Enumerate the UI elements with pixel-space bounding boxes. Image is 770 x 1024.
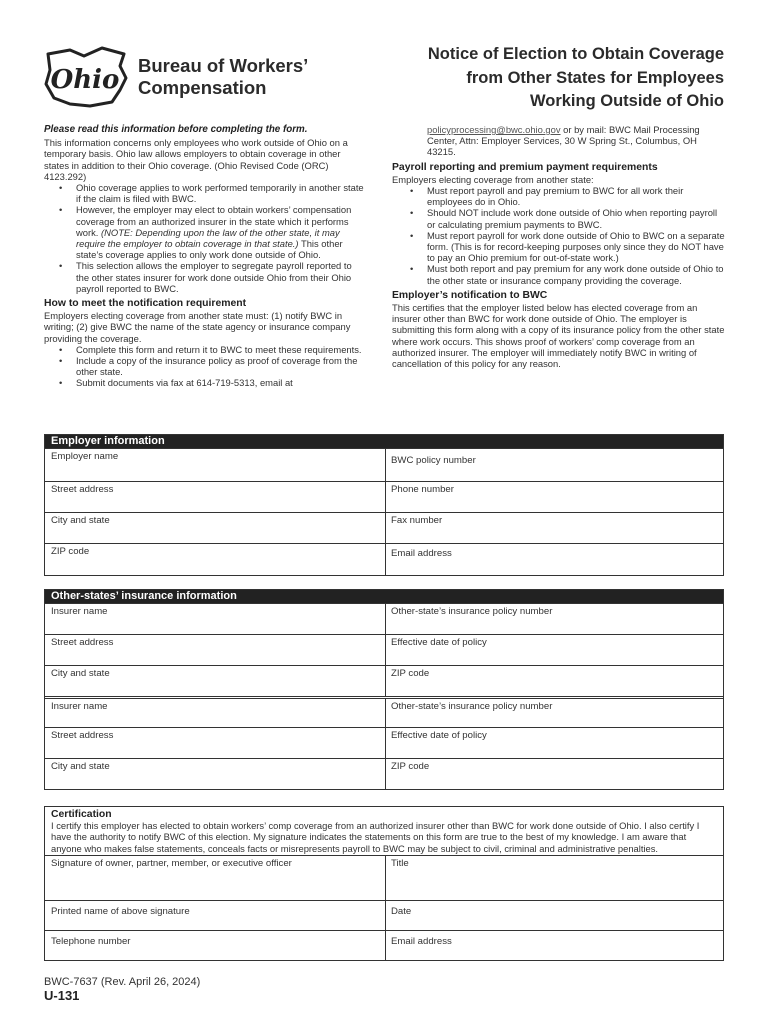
payroll-bullets [392,185,727,286]
mail-info: policyprocessing@bwc.ohio.gov or by mail: BWC Mail Processing Center, Attn: Employer Services, 30 W Spring St., Columbus, OH 43215. [427,124,700,158]
employer-email-field[interactable]: Email address [385,544,723,575]
form-number: U-131 [44,988,80,1003]
employer-info-title: Employer information [45,435,723,448]
ohio-logo [40,44,130,110]
insurer-street-field[interactable]: Street address [51,637,114,648]
notify-heading: How to meet the notification requirement [44,298,247,310]
list-item: • Complete this form and return it to BWC to meet these requirements. [76,344,364,355]
insurer-row [45,758,723,789]
effective-date-field[interactable]: Effective date of policy [385,635,723,665]
fax-number-field[interactable]: Fax number [385,513,723,543]
list-item: • This selection allows the employer to segregate payroll reported to the other states insurer for work done outside Ohio from their Ohio payroll reported to BWC. [76,260,364,294]
employer-row [45,543,723,575]
notify-intro: Employers electing coverage from another state must: (1) notify BWC in writing; (2) give BWC the name of the state agency or insurance company providing the coverage. [44,310,351,344]
employer-info-section [44,434,724,576]
employer-zip-field[interactable]: ZIP code [51,546,90,557]
title-line2: from Other States for Employees [466,68,724,87]
bwc-policy-number-field[interactable]: BWC policy number [385,449,723,481]
other-states-section [44,589,724,790]
intro-text: This information concerns only employees who work outside of Ohio on a temporary basis. Ohio law allows employers to obtain coverage in other states in addition to their Ohio coverage. (Ohio Revised Code (ORC) 4123.292) [44,137,348,182]
list-item: • Must report payroll and pay premium to BWC for all work their employees do in Ohio. [427,185,727,207]
phone-number-field[interactable]: Phone number [385,482,723,512]
signature-field[interactable]: Signature of owner, partner, member, or executive officer [51,858,292,870]
employer-name-field[interactable]: Employer name [51,451,119,462]
employer-street-field[interactable]: Street address [51,484,114,495]
agency-name [138,55,308,99]
list-item: • Must both report and pay premium for any work done outside of Ohio to the other state or insurance company providing the coverage. [427,263,727,285]
other-states-title: Other-states’ insurance information [45,590,723,603]
employer-row [45,512,723,543]
svg-text:Ohio: Ohio [50,65,120,95]
employer-row [45,481,723,512]
instructions-right [392,124,727,369]
list-item: • Submit documents via fax at 614-719-5313, email at [76,377,364,388]
list-item: • Ohio coverage applies to work performed temporarily in another state if the claim is filed with BWC. [76,182,364,204]
signature-row [45,900,723,930]
form-code: BWC-7637 (Rev. April 26, 2024) [44,976,201,988]
signature-row [45,855,723,900]
coverage-bullets [44,182,364,294]
insurer-row [45,603,723,634]
employer-row [45,448,723,481]
title-field[interactable]: Title [385,856,723,900]
other-state-policy-field[interactable]: Other-state’s insurance policy number [385,604,723,634]
insurer-zip-field[interactable]: ZIP code [385,666,723,696]
certification-title: Certification [51,809,112,820]
insurer-city-state-field[interactable]: City and state [51,668,110,679]
telephone-field[interactable]: Telephone number [51,936,131,948]
email-link[interactable]: policyprocessing@bwc.ohio.gov [427,124,561,135]
insurer-name-field-2[interactable]: Insurer name [51,701,108,712]
insurer-row [45,665,723,696]
form-title [364,43,724,114]
notify-bullets [44,344,364,389]
insurer-street-field-2[interactable]: Street address [51,730,114,741]
list-item: • Include a copy of the insurance policy as proof of coverage from the other state. [76,355,364,377]
cert-email-field[interactable]: Email address [385,931,723,960]
certification-text: I certify this employer has elected to obtain workers’ comp coverage from an authorized insurer other than BWC for work done outside of Ohio. I also certify I have the authority to notify BWC of this election. My signature indicates the statements on this form are true to the best of my knowledge. I am aware that anyone who makes false statements, conceals facts or misrepresents payroll to BWC may be subject to civil, criminal and administrative penalties. [51,820,700,854]
insurer-row [45,634,723,665]
other-state-policy-field-2[interactable]: Other-state’s insurance policy number [385,699,723,727]
printed-name-field[interactable]: Printed name of above signature [51,906,190,918]
payroll-heading: Payroll reporting and premium payment requirements [392,161,658,173]
title-line1: Notice of Election to Obtain Coverage [427,45,724,63]
instructions-left [44,124,364,389]
payroll-intro: Employers electing coverage from another state: [392,173,594,185]
list-item: • Must report payroll for work done outside of Ohio to BWC on a separate form. (This is for record-keeping purposes only since they do NOT have to pay an Ohio premium for out-of-state work.) [427,230,727,264]
agency-line2: Compensation [138,77,267,98]
title-line3: Working Outside of Ohio [529,92,724,110]
agency-line1: Bureau of Workers’ [138,55,309,76]
list-item: • However, the employer may elect to obtain workers’ compensation coverage from an authorized insurer in the state which it performs work. (NOTE: Depending upon the law of the other state, it may require the employer to obtain coverage in that state.) This other state’s coverage applies to only work done outside of Ohio. [76,204,364,260]
insurer-city-state-field-2[interactable]: City and state [51,761,110,772]
insurer-row [45,696,723,727]
list-item: • Should NOT include work done outside of Ohio when reporting payroll or calculating premium payments to BWC. [427,207,727,229]
signature-row [45,930,723,960]
certification-section [44,806,724,961]
date-field[interactable]: Date [385,901,723,930]
employer-notification-text: This certifies that the employer listed below has elected coverage from an insurer other than BWC for work done outside of Ohio. The employer is submitting this form along with a copy of its insurance policy from the other state where work occurs. This shows proof of workers’ comp coverage from an authorized insurer. The employer will immediately notify BWC in writing of cancellation of this policy for any reason. [392,302,725,370]
read-heading: Please read this information before completing the form. [44,124,308,135]
insurer-name-field[interactable]: Insurer name [51,606,108,617]
insurer-row [45,727,723,758]
effective-date-field-2[interactable]: Effective date of policy [385,728,723,758]
employer-city-state-field[interactable]: City and state [51,515,110,526]
insurer-zip-field-2[interactable]: ZIP code [385,759,723,789]
employer-notification-heading: Employer’s notification to BWC [392,289,548,301]
